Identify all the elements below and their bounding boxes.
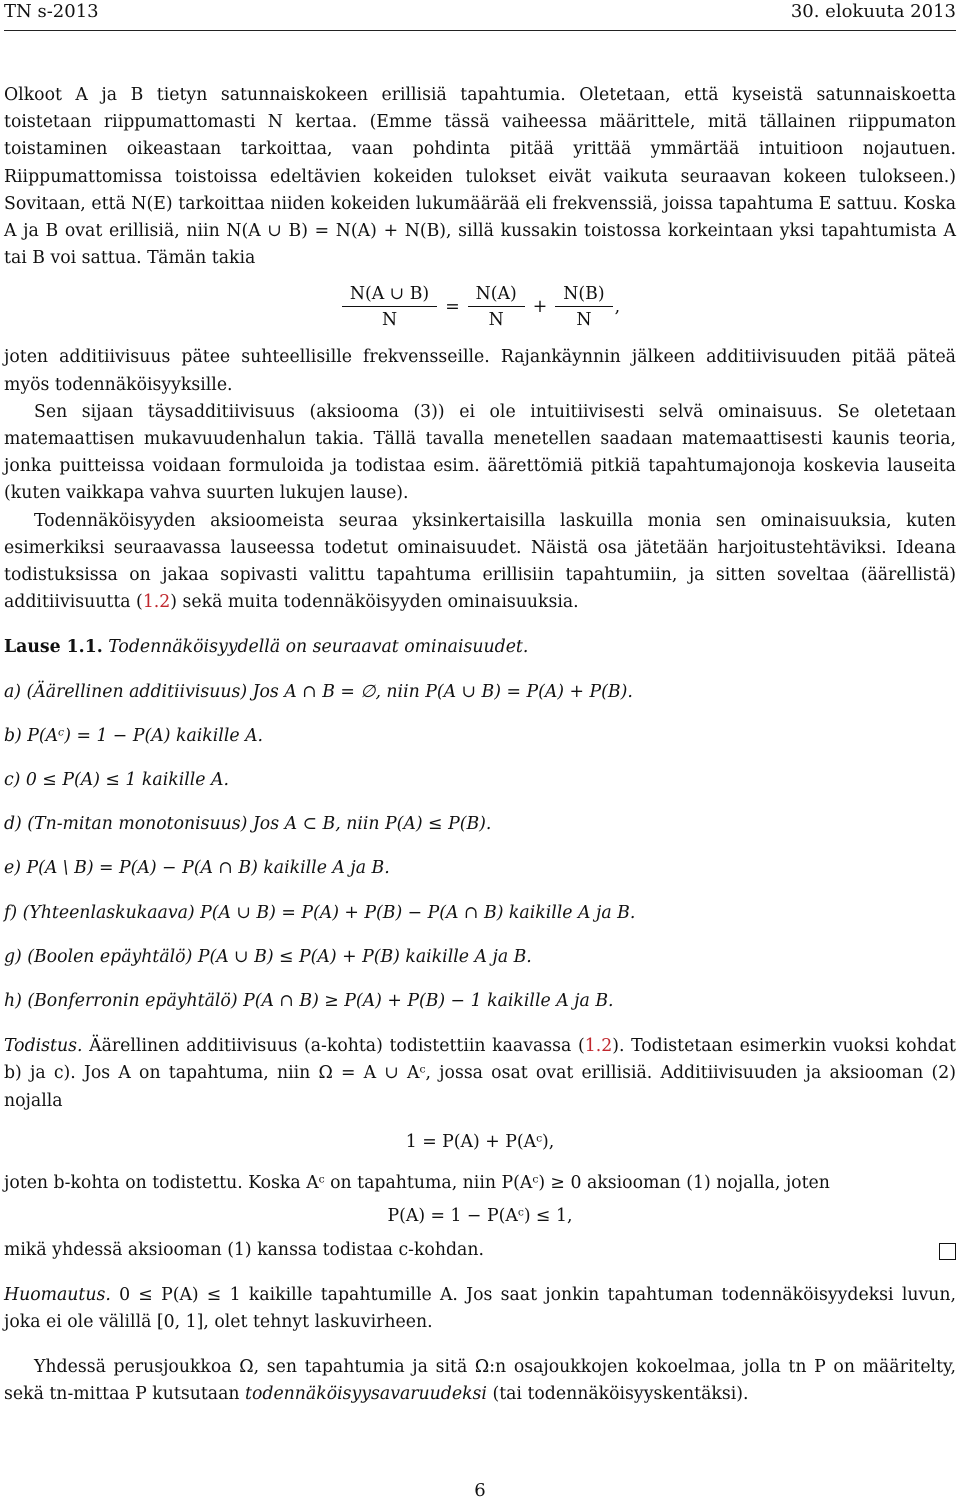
remark-paragraph: Huomautus. 0 ≤ P(A) ≤ 1 kaikille tapahtumille A. Jos saat jonkin tapahtuman todennäköisyydeksi luvun, joka ei ole välillä [0, 1], olet tehnyt laskuvirheen. (4, 1284, 956, 1332)
running-header (4, 0, 956, 28)
equation-complement-sum: 1 = P(A) + P(Aᶜ), (405, 1131, 555, 1152)
fraction-term1: $\frac{N(A)}{N}$ (472, 282, 521, 333)
equation-reference-link[interactable]: 1.2 (142, 592, 171, 613)
remark-label: Huomautus. (4, 1284, 111, 1305)
qed-box-icon (939, 1243, 956, 1260)
page-body (4, 82, 956, 1409)
header-right: 30. elokuuta 2013 (790, 1, 956, 22)
proof-paragraph-2: joten b-kohta on todistettu. Koska Aᶜ on tapahtuma, niin P(Aᶜ) ≥ 0 aksiooman (1) nojalla, joten (4, 1173, 830, 1194)
theorem-item-c: c) 0 ≤ P(A) ≤ 1 kaikille A. (4, 770, 229, 791)
paragraph-countable-additivity: Sen sijaan täysadditiivisuus (aksiooma (3)) ei ole intuitiivisesti selvä ominaisuus. Se oletetaan matemaattisen mukavuudenhalun takia. Tällä tavalla menetellen saadaan matemaattisesti kaunis teoria, jonka puitteissa voidaan formuloida ja todistaa esim. äärettömiä pitkiä tapahtumajonoja koskevia lauseita (kuten vaikkapa vahva suurten lukujen lause). (4, 401, 956, 504)
paragraph-probability-space: Yhdessä perusjoukkoa Ω, sen tapahtumia ja sitä Ω:n osajoukkojen kokoelmaa, jolla tn P on määritelty, sekä tn-mittaa P kutsutaan todennäköisyysavaruudeksi (tai todennäköisyyskentäksi). (4, 1357, 956, 1405)
paragraph-additivity: joten additiivisuus pätee suhteellisille frekvensseille. Rajankäynnin jälkeen additiivisuuden pitää päteä myös todennäköisyyksille. (4, 347, 956, 395)
proof-paragraph-3: mikä yhdessä aksiooman (1) kanssa todistaa c-kohdan. (4, 1237, 956, 1264)
theorem-heading (4, 634, 956, 661)
defined-term: todennäköisyysavaruudeksi (245, 1384, 487, 1405)
fraction-lhs: $\frac{N(A \cup B)}{N}$ (346, 282, 433, 333)
theorem-item-g: g) (Boolen epäyhtälö) P(A ∪ B) ≤ P(A) + P(B) kaikille A ja B. (4, 946, 532, 967)
proof-label: Todistus. (4, 1036, 83, 1057)
theorem-statement: Todennäköisyydellä on seuraavat ominaisuudet. (108, 637, 529, 658)
theorem-item-a: a) (Äärellinen additiivisuus) Jos A ∩ B = ∅, niin P(A ∪ B) = P(A) + P(B). (4, 681, 633, 702)
proof-paragraph: Todistus. Äärellinen additiivisuus (a-kohta) todistettiin kaavassa (1.2). Todistetaan esimerkin vuoksi kohdat b) ja c). Jos A on tapahtuma, niin Ω = A ∪ Aᶜ, jossa osat ovat erillisiä. Additiivisuuden ja aksiooman (2) nojalla (4, 1036, 956, 1111)
equation-reference-link-2[interactable]: 1.2 (584, 1036, 613, 1057)
page-number: 6 (474, 1479, 486, 1501)
fraction-term2: $\frac{N(B)}{N}$ (559, 282, 608, 333)
theorem-item-b: b) P(Aᶜ) = 1 − P(A) kaikille A. (4, 725, 264, 746)
theorem-item-d: d) (Tn-mitan monotonisuus) Jos A ⊂ B, niin P(A) ≤ P(B). (4, 814, 492, 835)
header-left: TN s-2013 (4, 1, 99, 22)
theorem-label: Lause 1.1. (4, 637, 103, 658)
theorem-items (4, 679, 956, 1016)
equation-relative-frequency: $\frac{N(A \cup B)}{N}$ = $\frac{N(A)}{N}$ + $\frac{N(B)}{N}$ , (4, 274, 956, 340)
paragraph-intro: Olkoot A ja B tietyn satunnaiskokeen erillisiä tapahtumia. Oletetaan, että kyseistä satunnaiskoetta toistetaan riippumattomasti N kertaa. (Emme tässä vaiheessa määrittele, mitä tällainen riippumaton toistaminen oikeastaan tarkoittaa, vaan pohdinta pitää yrittää ymmärtää intuitioon nojautuen. Riippumattomissa toistoissa edeltävien kokeiden tulokset eivät vaikuta seuraavan kokeen tulokseen.) Sovitaan, että N(E) tarkoittaa niiden kokeiden lukumäärää eli frekvenssiä, joissa tapahtuma E sattuu. Koska A ja B ovat erillisiä, niin N(A ∪ B) = N(A) + N(B), sillä kussakin toistossa korkeintaan yksi tapahtumista A tai B voi sattua. Tämän takia (4, 85, 956, 269)
header-rule (4, 30, 956, 31)
theorem-item-e: e) P(A \ B) = P(A) − P(A ∩ B) kaikille A ja B. (4, 858, 390, 879)
equation-upper-bound: P(A) = 1 − P(Aᶜ) ≤ 1, (387, 1206, 573, 1227)
theorem-item-h: h) (Bonferronin epäyhtälö) P(A ∩ B) ≥ P(A) + P(B) − 1 kaikille A ja B. (4, 991, 614, 1012)
theorem-item-f: f) (Yhteenlaskukaava) P(A ∪ B) = P(A) + P(B) − P(A ∩ B) kaikille A ja B. (4, 902, 636, 923)
paragraph-properties: Todennäköisyyden aksioomeista seuraa yksinkertaisilla laskuilla monia sen ominaisuuksia, kuten esimerkiksi seuraavassa lauseessa todetut ominaisuudet. Näistä osa jätetään harjoitustehtäviksi. Ideana todistuksissa on jakaa sopivasti valittu tapahtuma erillisiin tapahtumiin, ja sitten soveltaa (äärellistä) additiivisuutta (1.2) sekä muita todennäköisyyden ominaisuuksia. (4, 510, 956, 613)
